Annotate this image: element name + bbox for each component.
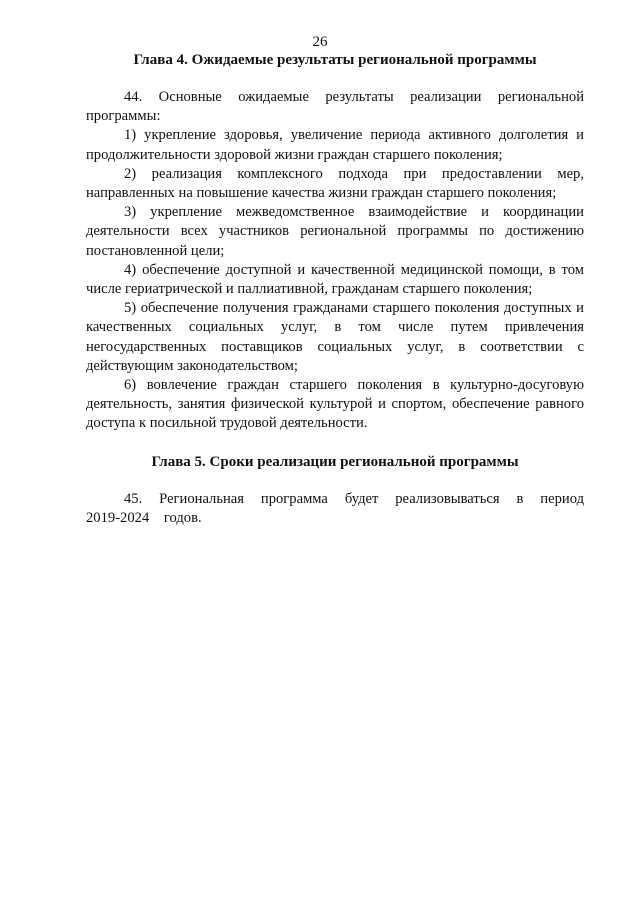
result-item-3: 3) укрепление межведомственное взаимодействие и координации деятельности всех участников региональной программы по достижению постановленной цели; — [86, 204, 584, 259]
result-item-5: 5) обеспечение получения гражданами старшего поколения доступных и качественных социальных услуг, в том числе путем привлечения негосударственных поставщиков социальных услуг, в соответствии с действующим законодательством; — [86, 300, 584, 374]
result-item-1: 1) укрепление здоровья, увеличение периода активного долголетия и продолжительности здоровой жизни граждан старшего поколения; — [86, 127, 584, 163]
chapter-4-title: Глава 4. Ожидаемые результаты региональной программы — [133, 52, 537, 68]
page-number: 26 — [312, 34, 328, 50]
result-item-2: 2) реализация комплексного подхода при предоставлении мер, направленных на повышение качества жизни граждан старшего поколения; — [86, 165, 584, 202]
page-content — [86, 50, 584, 528]
paragraph-44-intro: 44. Основные ожидаемые результаты реализации региональной программы: — [86, 89, 584, 125]
paragraph-45: 45. Региональная программа будет реализовываться в период 2019-2024 годов. — [86, 490, 584, 526]
chapter-5-title: Глава 5. Сроки реализации региональной программы — [151, 453, 519, 470]
result-item-4: 4) обеспечение доступной и качественной медицинской помощи, в том числе гериатрической и паллиативной, гражданам старшего поколения; — [86, 261, 584, 298]
result-item-6: 6) вовлечение граждан старшего поколения в культурно-досуговую деятельность, занятия физической культурой и спортом, обеспечение равного доступа к посильной трудовой деятельности. — [86, 377, 584, 432]
